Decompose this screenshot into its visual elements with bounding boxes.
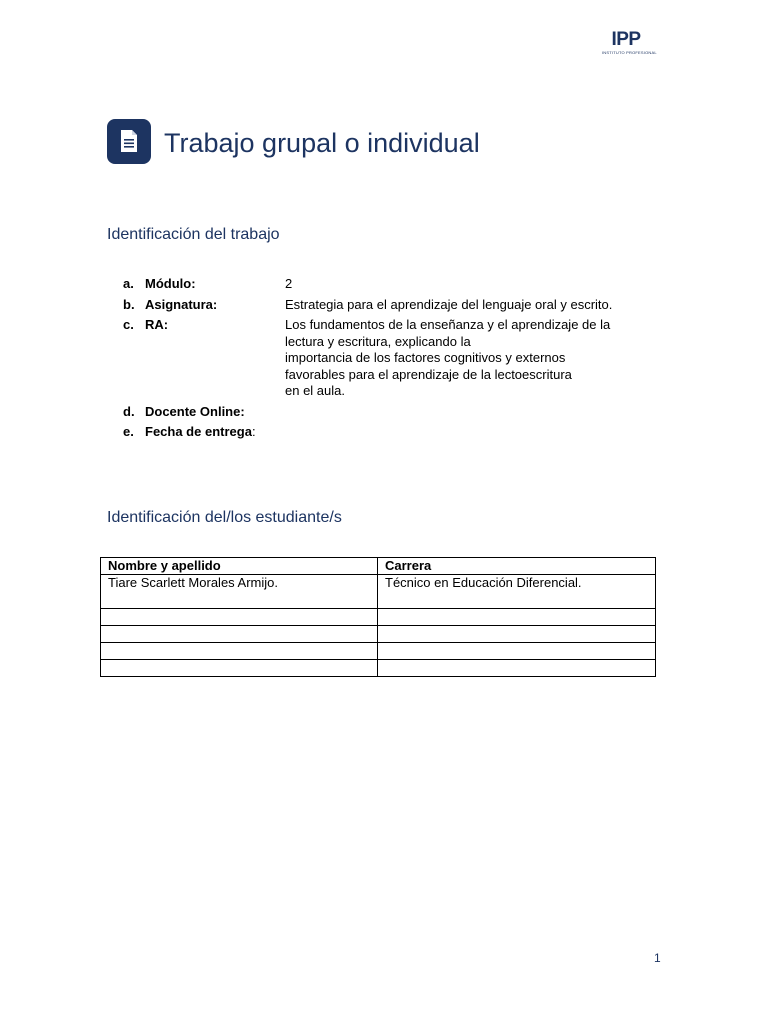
ipp-logo [602, 29, 657, 56]
table-row [101, 660, 656, 677]
header-name: Nombre y apellido [101, 558, 378, 575]
info-letter: a. [123, 276, 134, 291]
table-header-row [101, 558, 656, 575]
info-value [285, 404, 663, 421]
document-icon [107, 119, 151, 164]
table-row [101, 626, 656, 643]
logo-subtitle: INSTITUTO PROFESIONAL [602, 50, 657, 55]
info-value [285, 317, 663, 400]
table-row [101, 609, 656, 626]
info-value: 2 [285, 276, 293, 291]
student-name-cell [101, 643, 378, 660]
info-letter: d. [123, 403, 135, 419]
ra-line: Los fundamentos de la enseñanza y el aprendizaje de la [285, 317, 611, 332]
page-title: Trabajo grupal o individual [164, 128, 480, 158]
student-name-cell: Tiare Scarlett Morales Armijo. [101, 575, 378, 609]
ra-line: importancia de los factores cognitivos y externos [285, 350, 566, 365]
info-value [285, 424, 663, 441]
info-key: Docente Online: [145, 403, 245, 419]
info-key-suffix: : [251, 424, 256, 439]
student-name-cell [101, 660, 378, 677]
info-key: Módulo: [145, 276, 196, 291]
info-row-ra [123, 317, 663, 400]
section-heading-work: Identificación del trabajo [107, 226, 280, 243]
student-career-cell [378, 660, 656, 677]
info-key: Asignatura: [145, 296, 218, 312]
info-letter: c. [123, 317, 134, 332]
ra-line: en el aula. [285, 383, 345, 398]
info-row-docente [123, 404, 663, 421]
ra-line: lectura y escritura, explicando la [285, 333, 471, 349]
students-table [100, 557, 656, 677]
ra-line: favorables para el aprendizaje de la lectoescritura [285, 366, 572, 382]
info-row-fecha [123, 424, 663, 441]
student-career-cell [378, 626, 656, 643]
info-row-modulo [123, 276, 663, 293]
student-career-cell: Técnico en Educación Diferencial. [378, 575, 656, 609]
section-heading-students: Identificación del/los estudiante/s [107, 509, 342, 526]
info-key: RA: [145, 317, 169, 332]
table-row [101, 643, 656, 660]
page-number: 1 [654, 951, 661, 965]
student-career-cell [378, 643, 656, 660]
logo-mark: IPP [611, 29, 641, 50]
student-name-cell [101, 626, 378, 643]
work-info-list [123, 276, 663, 445]
info-row-asignatura [123, 297, 663, 314]
info-letter: e. [123, 424, 134, 439]
header-career: Carrera [378, 558, 656, 575]
table-row [101, 575, 656, 609]
info-letter: b. [123, 296, 135, 312]
info-key-text: Fecha de entrega [145, 424, 252, 439]
student-career-cell [378, 609, 656, 626]
info-key [145, 424, 285, 441]
info-value: Estrategia para el aprendizaje del lenguaje oral y escrito. [285, 296, 613, 312]
student-name-cell [101, 609, 378, 626]
